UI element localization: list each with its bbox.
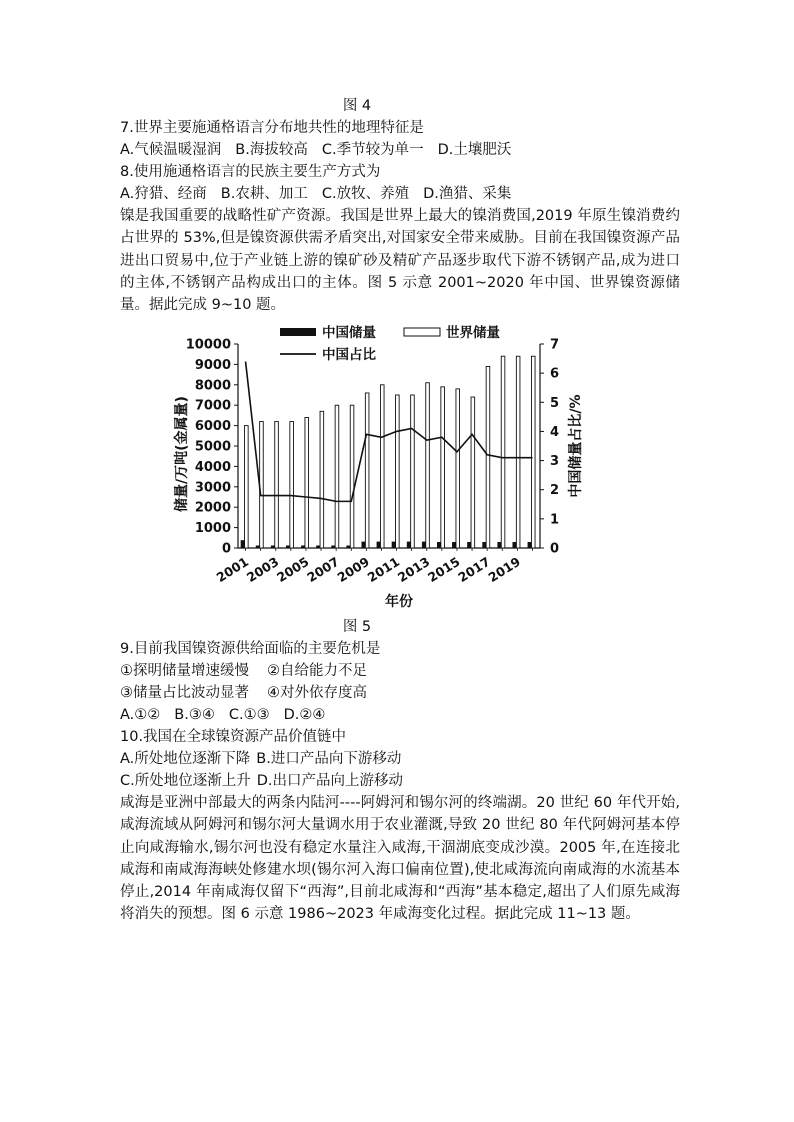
figure-5-caption: 图 5 bbox=[342, 619, 372, 635]
y-tick-label: 1000 bbox=[194, 521, 231, 537]
q9-option-b[interactable]: B.③④ bbox=[174, 707, 215, 723]
y-tick-label: 7000 bbox=[194, 398, 231, 414]
q9-item-2: ②自给能力不足 bbox=[267, 663, 367, 679]
question-9-items-row2 bbox=[120, 682, 680, 704]
bar-china-reserve bbox=[392, 542, 396, 548]
q9-option-c[interactable]: C.①③ bbox=[228, 707, 270, 723]
q9-option-d[interactable]: D.②④ bbox=[283, 707, 326, 723]
bar-world-reserve bbox=[350, 405, 354, 548]
x-tick-label: 2001 bbox=[213, 553, 252, 585]
bar-china-reserve bbox=[362, 542, 366, 548]
bar-china-reserve bbox=[271, 546, 275, 548]
bar-world-reserve bbox=[426, 383, 430, 548]
q8-option-b[interactable]: B.农耕、加工 bbox=[220, 186, 308, 202]
q9-item-3: ③储量占比波动显著 bbox=[120, 685, 249, 701]
q9-option-a[interactable]: A.①② bbox=[120, 707, 161, 723]
q9-item-4: ④对外依存度高 bbox=[267, 685, 367, 701]
q10-option-d[interactable]: D.出口产品向上游移动 bbox=[256, 773, 404, 789]
bar-china-reserve bbox=[483, 542, 487, 548]
question-9-items-row1 bbox=[120, 660, 680, 682]
x-tick-label: 2019 bbox=[485, 553, 523, 585]
q10-option-a[interactable]: A.所处地位逐渐下降 bbox=[120, 751, 251, 767]
y-axis-title: 储量/万吨(金属量) bbox=[174, 396, 190, 512]
bar-world-reserve bbox=[290, 422, 294, 548]
bar-china-reserve bbox=[332, 546, 336, 548]
bar-world-reserve bbox=[245, 426, 249, 548]
y-tick-label: 2000 bbox=[194, 500, 231, 516]
bar-world-reserve bbox=[380, 385, 384, 548]
bar-china-reserve bbox=[437, 542, 441, 548]
bar-china-reserve bbox=[407, 542, 411, 548]
bar-world-reserve bbox=[335, 405, 339, 548]
q7-option-b[interactable]: B.海拔较高 bbox=[235, 142, 308, 158]
bar-china-reserve bbox=[498, 542, 502, 548]
y2-tick-label: 5 bbox=[550, 395, 560, 411]
question-10-options-row2 bbox=[120, 770, 680, 792]
x-tick-label: 2009 bbox=[334, 553, 372, 585]
bar-china-reserve bbox=[528, 542, 532, 548]
bar-world-reserve bbox=[411, 395, 415, 548]
legend-swatch-world-reserve bbox=[404, 328, 440, 336]
bar-world-reserve bbox=[516, 356, 520, 548]
question-10-stem: 10.我国在全球镍资源产品价值链中 bbox=[120, 729, 347, 745]
nickel-passage: 镍是我国重要的战略性矿产资源。我国是世界上最大的镍消费国,2019 年原生镍消费约占世界的 53%,但是镍资源供需矛盾突出,对国家安全带来威胁。目前在我国镍资源产品进出口贸易中,位于产业链上游的镍矿砂及精矿产品逐步取代下游不锈钢产品,成为进口的主体,不锈钢产品构成出口的主体。图 5 示意 2001~2020 年中国、世界镍资源储量。据此完成 9~10 题。 bbox=[120, 208, 680, 314]
bar-world-reserve bbox=[305, 417, 309, 548]
y-tick-label: 5000 bbox=[194, 439, 231, 455]
question-9-stem: 9.目前我国镍资源供给面临的主要危机是 bbox=[120, 641, 381, 657]
q7-option-c[interactable]: C.季节较为单一 bbox=[321, 142, 424, 158]
bar-china-reserve bbox=[286, 546, 290, 548]
x-tick-label: 2007 bbox=[304, 553, 342, 585]
y-tick-label: 6000 bbox=[194, 419, 231, 435]
q10-option-c[interactable]: C.所处地位逐渐上升 bbox=[120, 773, 251, 789]
bar-china-reserve bbox=[422, 542, 426, 548]
y2-tick-label: 4 bbox=[550, 424, 560, 440]
figure-4-caption: 图 4 bbox=[342, 98, 372, 114]
bar-world-reserve bbox=[456, 389, 460, 548]
bar-world-reserve bbox=[471, 397, 475, 548]
legend-swatch-china-reserve bbox=[280, 328, 316, 336]
bar-world-reserve bbox=[531, 356, 535, 548]
y2-tick-label: 6 bbox=[550, 366, 560, 382]
x-tick-label: 2011 bbox=[364, 553, 403, 585]
question-9-options bbox=[120, 704, 680, 726]
bar-world-reserve bbox=[441, 387, 445, 548]
x-tick-label: 2017 bbox=[455, 553, 493, 585]
q9-item-1: ①探明储量增速缓慢 bbox=[120, 663, 249, 679]
x-tick-label: 2003 bbox=[243, 553, 282, 585]
y2-tick-label: 0 bbox=[550, 541, 560, 557]
bar-world-reserve bbox=[396, 395, 400, 548]
y-tick-label: 3000 bbox=[194, 480, 231, 496]
q8-option-a[interactable]: A.狩猎、经商 bbox=[120, 186, 207, 202]
bar-china-reserve bbox=[377, 542, 381, 548]
y2-tick-label: 3 bbox=[550, 454, 560, 470]
q8-option-c[interactable]: C.放牧、养殖 bbox=[321, 186, 410, 202]
aral-sea-passage: 咸海是亚洲中部最大的两条内陆河----阿姆河和锡尔河的终端湖。20 世纪 60 年代开始,咸海流域从阿姆河和锡尔河大量调水用于农业灌溉,导致 20 世纪 80 年代阿姆河基本停止向咸海输水,锡尔河也没有稳定水量注入咸海,干涸湖底变成沙漠。2005 年,在连接北咸海和南咸海海峡处修建水坝(锡尔河入海口偏南位置),使北咸海流向南咸海的水流基本停止,2014 年南咸海仅留下“西海”,目前北咸海和“西海”基本稳定,超出了人们原先咸海将消失的预想。图 6 示意 1986~2023 年咸海变化过程。据此完成 11~13 题。 bbox=[120, 795, 680, 923]
legend-label-world-reserve: 世界储量 bbox=[446, 325, 500, 341]
y-tick-label: 0 bbox=[221, 541, 231, 557]
bar-china-reserve bbox=[301, 546, 305, 548]
bar-world-reserve bbox=[320, 411, 324, 548]
question-8-options bbox=[120, 183, 680, 205]
bar-china-reserve bbox=[467, 542, 471, 548]
bar-world-reserve bbox=[501, 356, 505, 548]
question-10-options-row1 bbox=[120, 748, 680, 770]
q8-option-d[interactable]: D.渔猎、采集 bbox=[423, 186, 512, 202]
y2-tick-label: 7 bbox=[550, 337, 560, 353]
bar-china-reserve bbox=[241, 540, 245, 548]
q10-option-b[interactable]: B.进口产品向下游移动 bbox=[256, 751, 402, 767]
legend-label-china-share: 中国占比 bbox=[322, 347, 376, 363]
x-tick-label: 2005 bbox=[274, 553, 312, 585]
y-tick-label: 8000 bbox=[194, 378, 231, 394]
bar-china-reserve bbox=[452, 542, 456, 548]
y2-axis-title: 中国储量占比/% bbox=[568, 394, 584, 498]
nickel-reserves-chart bbox=[160, 322, 600, 618]
y-tick-label: 10000 bbox=[185, 337, 231, 353]
q7-option-d[interactable]: D.土壤肥沃 bbox=[437, 142, 512, 158]
bar-china-reserve bbox=[256, 546, 260, 548]
bar-world-reserve bbox=[486, 366, 490, 548]
question-7-stem: 7.世界主要施通格语言分布地共性的地理特征是 bbox=[120, 120, 424, 136]
question-8-stem: 8.使用施通格语言的民族主要生产方式为 bbox=[120, 164, 381, 180]
question-7-options bbox=[120, 139, 680, 161]
y-tick-label: 9000 bbox=[194, 357, 231, 373]
y2-tick-label: 2 bbox=[550, 483, 560, 499]
x-tick-label: 2013 bbox=[394, 553, 433, 585]
bar-china-reserve bbox=[513, 542, 517, 548]
legend-label-china-reserve: 中国储量 bbox=[322, 325, 376, 341]
y-tick-label: 4000 bbox=[194, 459, 231, 475]
y2-tick-label: 1 bbox=[550, 512, 560, 528]
x-tick-label: 2015 bbox=[425, 553, 463, 585]
bar-world-reserve bbox=[365, 393, 369, 548]
bar-china-reserve bbox=[316, 546, 320, 548]
x-axis-title: 年份 bbox=[385, 594, 413, 610]
bar-china-reserve bbox=[347, 546, 351, 548]
q7-option-a[interactable]: A.气候温暖湿润 bbox=[120, 142, 222, 158]
bar-world-reserve bbox=[275, 422, 279, 548]
